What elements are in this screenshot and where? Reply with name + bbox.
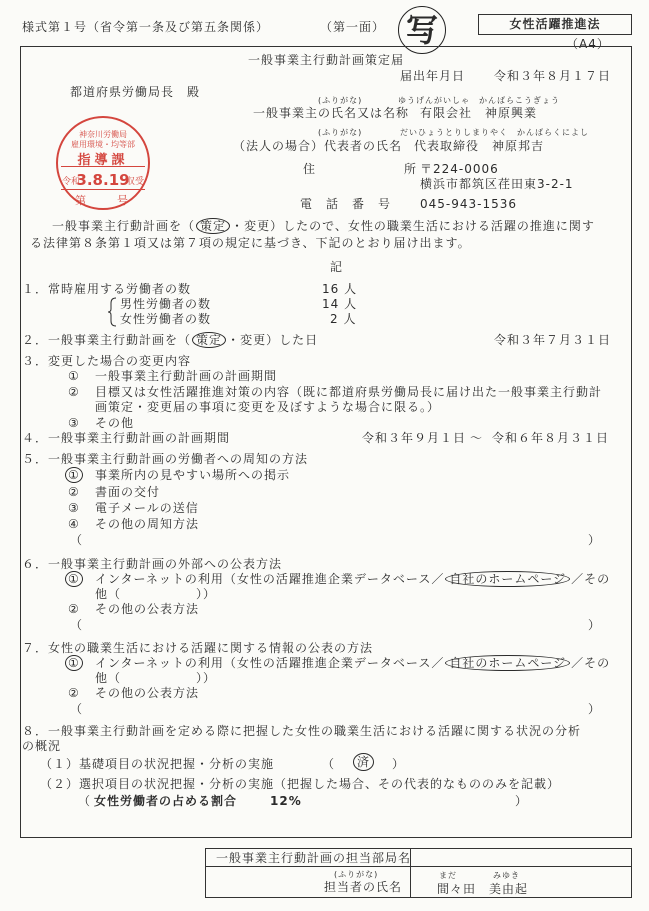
selected-analysis-label: （２）選択項目の状況把握・分析の実施（把握した場合、その代表的なもののみを記載） xyxy=(40,777,561,791)
declaration-open: （ xyxy=(182,219,196,233)
item-number: ８． xyxy=(22,724,49,738)
option-mark-selected xyxy=(68,572,83,586)
period-start: 令和３年９月１日 xyxy=(362,431,467,445)
law-name-box xyxy=(478,14,632,35)
selected-mark: ① xyxy=(65,571,83,587)
employer-name: 有限会社 神原興業 xyxy=(420,106,538,120)
item-3 xyxy=(22,354,191,368)
option-text: その他の公表方法 xyxy=(95,686,200,700)
option-cont-close: ）） xyxy=(196,587,217,601)
plan-date: 令和３年７月３１日 xyxy=(494,333,612,347)
stamp-date: 3.8.19 xyxy=(76,171,130,189)
address: 横浜市都筑区荏田東3-2-1 xyxy=(420,177,574,191)
option-text-post: ／その xyxy=(571,572,611,586)
option-cont-close: ）） xyxy=(196,671,217,685)
declaration-pre: 一般事業主行動計画を xyxy=(52,219,183,233)
other-option: 変更 xyxy=(240,333,267,347)
option-text: その他の公表方法 xyxy=(95,602,200,616)
furigana-label: (ふりがな) xyxy=(318,128,363,137)
item-label: 一般事業主行動計画の外部への公表方法 xyxy=(48,557,283,571)
option-text: 書面の交付 xyxy=(95,485,161,499)
option-mark: ④ xyxy=(68,517,80,531)
declaration-other-option: 変更 xyxy=(244,219,271,233)
option-text: 事業所内の見やすい場所への掲示 xyxy=(95,468,291,482)
item-number: ４． xyxy=(22,431,49,445)
person-furigana-given: みゆき xyxy=(493,871,520,880)
stamp-section: 指導課 xyxy=(77,153,129,168)
selected-suboption: 自社のホームページ xyxy=(445,655,570,671)
female-workers-value: 2 人 xyxy=(330,312,357,326)
option-text: 電子メールの送信 xyxy=(95,501,199,515)
paren-close: ） xyxy=(588,702,602,716)
address-label-left: 住 xyxy=(303,162,317,176)
phone-number: 045-943-1536 xyxy=(420,197,518,211)
contact-table xyxy=(205,848,632,898)
item-1 xyxy=(22,282,191,296)
paren-open: （ xyxy=(70,533,84,547)
option-text xyxy=(95,572,610,586)
declaration-line-1 xyxy=(52,219,595,233)
addressee: 都道府県労働局長 殿 xyxy=(70,85,201,99)
employer-name-label: 一般事業主の氏名又は名称 xyxy=(253,106,410,120)
item-number: ７． xyxy=(22,641,49,655)
postal-code: 〒224-0006 xyxy=(420,162,499,176)
paren-open: （ xyxy=(78,794,92,808)
item-label-cont: の概況 xyxy=(22,739,62,753)
item-label: 一般事業主行動計画を定める際に把握した女性の職業生活における活躍に関する状況の分析 xyxy=(48,724,582,738)
paren-close: ） xyxy=(515,794,529,808)
period-tilde: ～ xyxy=(470,431,484,445)
phone-label: 電 話 番 号 xyxy=(300,197,392,211)
male-workers-value: 14 人 xyxy=(322,297,358,311)
option-text xyxy=(95,656,610,670)
option-text: その他の周知方法 xyxy=(95,517,200,531)
option-text-post: ／その xyxy=(571,656,611,670)
item-label: 変更した場合の変更内容 xyxy=(48,354,192,368)
option-mark: ② xyxy=(68,602,80,616)
option-mark-selected xyxy=(68,468,83,482)
item-label-post: した日 xyxy=(279,333,319,347)
paren-close: ） xyxy=(266,333,280,347)
selected-analysis-item: 女性労働者の占める割合 xyxy=(94,794,238,808)
item-5 xyxy=(22,452,308,466)
page-side-label: （第一面） xyxy=(320,20,386,34)
representative-name: 代表取締役 神原邦吉 xyxy=(414,139,545,153)
submission-date: 令和３年８月１７日 xyxy=(494,69,612,83)
item-number: ２． xyxy=(22,333,49,347)
stamp-rule xyxy=(61,189,145,190)
option-mark: ② xyxy=(68,686,80,700)
selected-mark: ① xyxy=(65,655,83,671)
receipt-stamp xyxy=(56,116,150,210)
option-sep: ・ xyxy=(227,333,241,347)
paren-open: （ xyxy=(70,618,84,632)
declaration-sep: ・ xyxy=(231,219,245,233)
item-6 xyxy=(22,557,282,571)
declaration-rest: したので、女性の職業生活における活躍の推進に関す xyxy=(283,219,595,233)
brace-icon xyxy=(108,297,118,327)
item-4 xyxy=(22,431,230,445)
declaration-line-2: る法律第８条第１項又は第７項の規定に基づき、下記のとおり届け出ます。 xyxy=(30,236,471,250)
form-number: 様式第１号（省令第一条及び第五条関係） xyxy=(22,20,270,34)
period-end: 令和６年８月３１日 xyxy=(492,431,610,445)
address-label-right: 所 xyxy=(404,162,418,176)
submission-date-label: 届出年月日 xyxy=(400,69,466,83)
paren-close: ） xyxy=(588,533,602,547)
total-workers-value: 16 人 xyxy=(322,282,358,296)
stamp-era: 令和 xyxy=(62,177,81,187)
stamp-office: 神奈川労働局 xyxy=(79,130,127,139)
paren-close: ） xyxy=(392,757,406,771)
item-label: 女性の職業生活における活躍に関する情報の公表の方法 xyxy=(48,641,374,655)
paren-close: ） xyxy=(588,618,602,632)
item-label: 常時雇用する労働者の数 xyxy=(48,282,192,296)
selected-mark: ① xyxy=(65,467,83,483)
done-mark: 済 xyxy=(353,753,374,771)
option-mark: ② xyxy=(68,485,80,499)
item-label: 一般事業主行動計画を xyxy=(48,333,179,347)
item-label: 一般事業主行動計画の労働者への周知の方法 xyxy=(48,452,309,466)
option-text-cont: 画策定・変更届の事項に変更を及ぼすような場合に限る。） xyxy=(95,400,441,414)
ki-heading: 記 xyxy=(330,260,344,274)
representative-label: （法人の場合）代表者の氏名 xyxy=(233,139,403,153)
option-text-pre: インターネットの利用（女性の活躍推進企業データベース／ xyxy=(95,656,445,670)
option-mark: ② xyxy=(68,385,80,399)
stamp-rule xyxy=(61,166,145,167)
stamp-number: 第 号 xyxy=(75,194,131,207)
female-workers-label: 女性労働者の数 xyxy=(120,312,212,326)
person-furigana-family: まだ xyxy=(439,871,457,880)
option-mark: ① xyxy=(68,369,80,383)
copy-stamp-text: 写 xyxy=(405,11,438,49)
item-7 xyxy=(22,641,373,655)
item-number: ５． xyxy=(22,452,49,466)
selected-suboption: 自社のホームページ xyxy=(445,571,570,587)
stamp-mark: 収受 xyxy=(125,177,144,187)
item-label: 一般事業主行動計画の計画期間 xyxy=(48,431,231,445)
item-number: ６． xyxy=(22,557,49,571)
stamp-division: 雇用環境・均等部 xyxy=(71,140,135,149)
option-text-pre: インターネットの利用（女性の活躍推進企業データベース／ xyxy=(95,572,445,586)
paren-open: （ xyxy=(322,757,336,771)
table-divider xyxy=(206,866,631,867)
option-text: 目標又は女性活躍推進対策の内容（既に都道府県労働局長に届け出た一般事業主行動計 xyxy=(95,385,603,399)
form-title: 一般事業主行動計画策定届 xyxy=(248,53,405,67)
basic-analysis-status xyxy=(352,755,375,769)
option-cont-open: 他（ xyxy=(95,671,122,685)
employer-name-furigana: ゆうげんがいしゃ かんばらこうぎょう xyxy=(398,96,560,105)
declaration-close: ） xyxy=(270,219,284,233)
basic-analysis-label: （１）基礎項目の状況把握・分析の実施 xyxy=(40,757,275,771)
selected-option: 策定 xyxy=(192,332,226,348)
declaration-selected-option: 策定 xyxy=(196,218,230,234)
option-text: その他 xyxy=(95,416,135,430)
option-cont-open: 他（ xyxy=(95,587,122,601)
selected-analysis-value: 12% xyxy=(270,794,302,808)
option-mark-selected xyxy=(68,656,83,670)
item-2 xyxy=(22,333,318,347)
item-8 xyxy=(22,724,581,738)
option-text: 一般事業主行動計画の計画期間 xyxy=(95,369,278,383)
item-number: １． xyxy=(22,282,49,296)
department-label: 一般事業主行動計画の担当部局名 xyxy=(216,851,412,865)
person-name: 間々田 美由起 xyxy=(437,882,529,896)
paren-open: （ xyxy=(178,333,192,347)
law-name: 女性活躍推進法 xyxy=(509,17,601,31)
paren-open: （ xyxy=(70,702,84,716)
male-workers-label: 男性労働者の数 xyxy=(120,297,212,311)
paper-size: （A4） xyxy=(566,37,610,51)
person-label: 担当者の氏名 xyxy=(324,880,403,894)
option-mark: ③ xyxy=(68,416,80,430)
furigana-label: (ふりがな) xyxy=(334,870,379,879)
option-mark: ③ xyxy=(68,501,80,515)
representative-furigana: だいひょうとりしまりやく かんばらくによし xyxy=(400,128,589,137)
furigana-label: (ふりがな) xyxy=(318,96,363,105)
item-number: ３． xyxy=(22,354,49,368)
